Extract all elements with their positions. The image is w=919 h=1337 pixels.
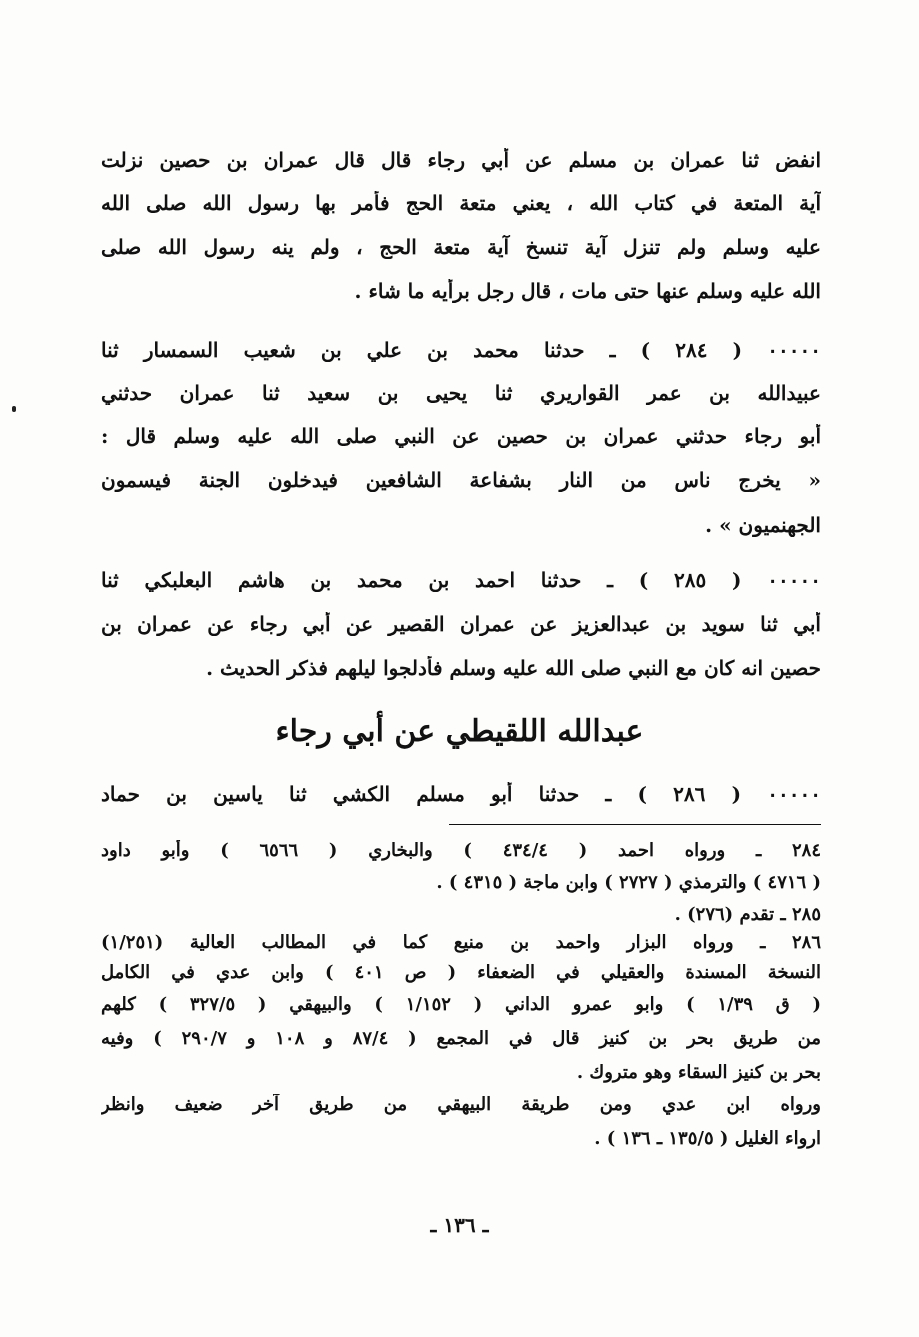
footnote-line: ٢٨٦ ـ ورواه البزار واحمد بن منيع كما في المطالب العالية (١/٢٥١) <box>101 932 821 953</box>
footnote-line: بحر بن كنيز السقاء وهو متروك . <box>576 1062 821 1083</box>
footnote-separator <box>449 824 821 825</box>
body-line: ٠٠٠٠٠ ( ٢٨٤ ) ـ حدثنا محمد بن علي بن شعيب السمسار ثنا <box>101 338 821 362</box>
footnote-line: من طريق بحر بن كنيز قال في المجمع ( ٨٧/٤ و ١٠٨ و ٢٩٠/٧ ) وفيه <box>101 1028 821 1049</box>
body-line: ٠٠٠٠٠ ( ٢٨٦ ) ـ حدثنا أبو مسلم الكشي ثنا ياسين بن حماد <box>101 782 821 806</box>
footnote-line: ٢٨٥ ـ تقدم (٢٧٦) . <box>674 904 821 925</box>
footnote-line: ( ق ١/٣٩ ) وابو عمرو الداني ( ١/١٥٢ ) والبيهقي ( ٣٢٧/٥ ) كلهم <box>101 994 821 1015</box>
body-line: ٠٠٠٠٠ ( ٢٨٥ ) ـ حدثنا احمد بن محمد بن هاشم البعلبكي ثنا <box>101 568 821 592</box>
footnote-line: ٢٨٤ ـ ورواه احمد ( ٤٣٤/٤ ) والبخاري ( ٦٥٦٦ ) وأبو داود <box>101 840 821 861</box>
body-line: حصين انه كان مع النبي صلى الله عليه وسلم فأدلجوا ليلهم فذكر الحديث . <box>206 656 821 680</box>
footnote-line: النسخة المسندة والعقيلي في الضعفاء ( ص ٤٠١ ) وابن عدي في الكامل <box>101 962 821 983</box>
footnote-line: ارواء الغليل ( ١٣٥/٥ ـ ١٣٦ ) . <box>594 1128 821 1149</box>
scan-artifact-mark <box>12 406 16 412</box>
body-line: عبيدالله بن عمر القواريري ثنا يحيى بن سعيد ثنا عمران حدثني <box>101 381 821 405</box>
body-line: آية المتعة في كتاب الله ، يعني متعة الحج فأمر بها رسول الله صلى الله <box>101 191 821 215</box>
body-line: « يخرج ناس من النار بشفاعة الشافعين فيدخلون الجنة فيسمون <box>101 468 821 492</box>
body-line: عليه وسلم ولم تنزل آية تنسخ آية متعة الحج ، ولم ينه رسول الله صلى <box>101 235 821 259</box>
body-line: الله عليه وسلم عنها حتى مات ، قال رجل برأيه ما شاء . <box>354 279 821 303</box>
footnote-line: ورواه ابن عدي ومن طريقة البيهقي من طريق آخر ضعيف وانظر <box>101 1094 821 1115</box>
section-heading: عبدالله اللقيطي عن أبي رجاء <box>275 714 644 749</box>
footnote-line: ( ٤٧١٦ ) والترمذي ( ٢٧٢٧ ) وابن ماجة ( ٤٣١٥ ) . <box>436 872 821 893</box>
body-line: أبي ثنا سويد بن عبدالعزيز عن عمران القصير عن أبي رجاء عن عمران بن <box>101 612 821 636</box>
page-number: ـ ١٣٦ ـ <box>430 1213 489 1237</box>
body-line: أبو رجاء حدثني عمران بن حصين عن النبي صلى الله عليه وسلم قال : <box>101 424 821 448</box>
body-line: الجهنميون » . <box>705 513 821 537</box>
body-line: انفض ثنا عمران بن مسلم عن أبي رجاء قال قال عمران بن حصين نزلت <box>101 148 821 172</box>
